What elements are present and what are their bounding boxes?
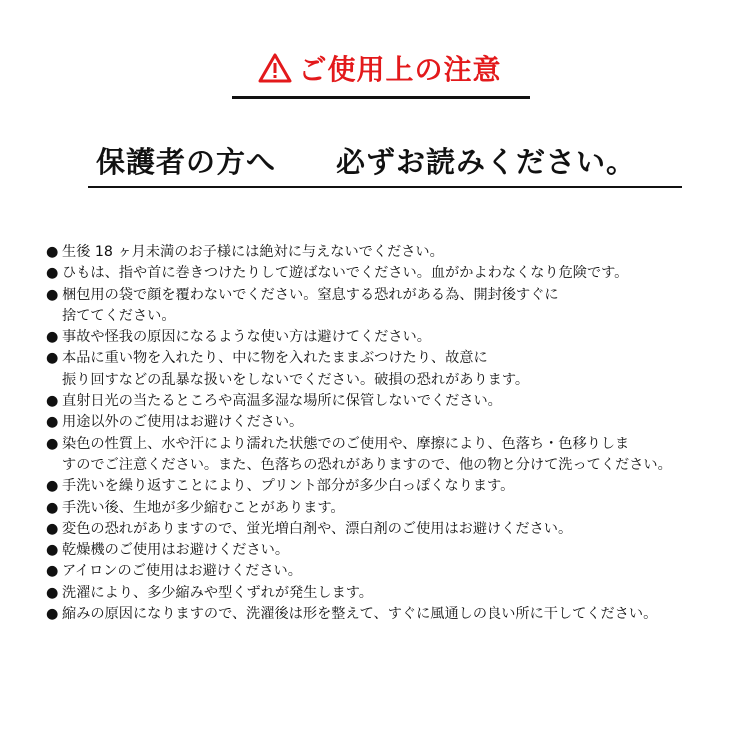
bullet-icon: ● — [46, 478, 59, 495]
caution-text-line: 洗濯により、多少縮みや型くずれが発生します。 — [62, 584, 373, 601]
caution-item — [46, 476, 726, 497]
caution-text — [62, 348, 529, 391]
caution-text-line: 手洗いを繰り返すことにより、プリント部分が多少白っぽくなります。 — [62, 478, 515, 495]
caution-text — [62, 540, 289, 561]
bullet-icon: ● — [46, 499, 59, 516]
caution-text-line: 乾燥機のご使用はお避けください。 — [62, 542, 290, 559]
caution-item — [46, 498, 726, 519]
caution-text-line: 用途以外のご使用はお避けください。 — [62, 414, 304, 431]
page-title-row — [258, 48, 501, 88]
caution-item — [46, 348, 726, 391]
caution-text-line: 染色の性質上、水や汗により濡れた状態でのご使用や、摩擦により、色落ち・色移りしま — [62, 435, 630, 452]
caution-text — [62, 604, 657, 625]
caution-text — [62, 583, 373, 604]
caution-text-line: すのでご注意ください。また、色落ちの恐れがありますので、他の物と分けて洗ってください。 — [62, 456, 672, 473]
caution-text-line: 梱包用の袋で顔を覆わないでください。窒息する恐れがある為、開封後すぐに — [62, 286, 559, 303]
caution-item — [46, 285, 726, 328]
caution-text-line: アイロンのご使用はお避けください。 — [62, 563, 302, 580]
caution-text-line: 事故や怪我の原因になるような使い方は避けてください。 — [62, 329, 431, 346]
warning-triangle-icon — [258, 53, 292, 83]
caution-text-line: ひもは、指や首に巻きつけたりして遊ばないでください。血がかよわなくなり危険です。 — [62, 265, 629, 282]
bullet-icon: ● — [46, 435, 59, 452]
bullet-icon: ● — [46, 414, 59, 431]
caution-item — [46, 263, 726, 284]
caution-item — [46, 540, 726, 561]
caution-item — [46, 434, 726, 477]
bullet-icon: ● — [46, 286, 59, 303]
bullet-icon: ● — [46, 350, 59, 367]
caution-text — [62, 263, 628, 284]
bullet-icon: ● — [46, 244, 59, 260]
caution-text-line: 生後 18 ヶ月未満のお子様には絶対に与えないでください。 — [62, 244, 444, 260]
caution-item — [46, 604, 726, 625]
bullet-icon: ● — [46, 563, 59, 580]
title-underline — [232, 96, 530, 99]
title-block — [230, 48, 530, 88]
bullet-icon: ● — [46, 606, 59, 623]
caution-text-line: 手洗い後、生地が多少縮むことがあります。 — [62, 499, 345, 516]
caution-text — [62, 242, 444, 263]
caution-text — [62, 519, 572, 540]
bullet-icon: ● — [46, 542, 59, 559]
caution-item — [46, 242, 726, 263]
caution-text — [62, 327, 431, 348]
caution-list — [46, 242, 726, 625]
caution-text-line: 変色の恐れがありますので、蛍光増白剤や、漂白剤のご使用はお避けください。 — [62, 520, 573, 537]
bullet-icon: ● — [46, 265, 59, 282]
bullet-icon: ● — [46, 393, 59, 410]
bullet-icon: ● — [46, 520, 59, 537]
subtitle: 保護者の方へ 必ずお読みください。 — [96, 145, 637, 179]
bullet-icon: ● — [46, 584, 59, 601]
caution-text — [62, 498, 345, 519]
bullet-icon: ● — [46, 329, 59, 346]
caution-text — [62, 285, 559, 328]
caution-text-line: 縮みの原因になりますので、洗濯後は形を整えて、すぐに風通しの良い所に干してください。 — [62, 606, 658, 623]
caution-text — [62, 391, 502, 412]
page-title: ご使用上の注意 — [298, 53, 502, 86]
caution-text — [62, 412, 303, 433]
caution-text — [62, 434, 672, 477]
caution-item — [46, 391, 726, 412]
caution-item — [46, 412, 726, 433]
caution-text-line: 直射日光の当たるところや高温多湿な場所に保管しないでください。 — [62, 393, 502, 410]
caution-text — [62, 476, 514, 497]
caution-item — [46, 327, 726, 348]
caution-text — [62, 561, 302, 582]
caution-text-line: 振り回すなどの乱暴な扱いをしないでください。破損の恐れがあります。 — [62, 371, 530, 388]
caution-text-line: 捨ててください。 — [62, 307, 176, 324]
caution-item — [46, 519, 726, 540]
caution-item — [46, 561, 726, 582]
subtitle-underline — [88, 186, 682, 188]
caution-item — [46, 583, 726, 604]
caution-text-line: 本品に重い物を入れたり、中に物を入れたままぶつけたり、故意に — [62, 350, 488, 367]
